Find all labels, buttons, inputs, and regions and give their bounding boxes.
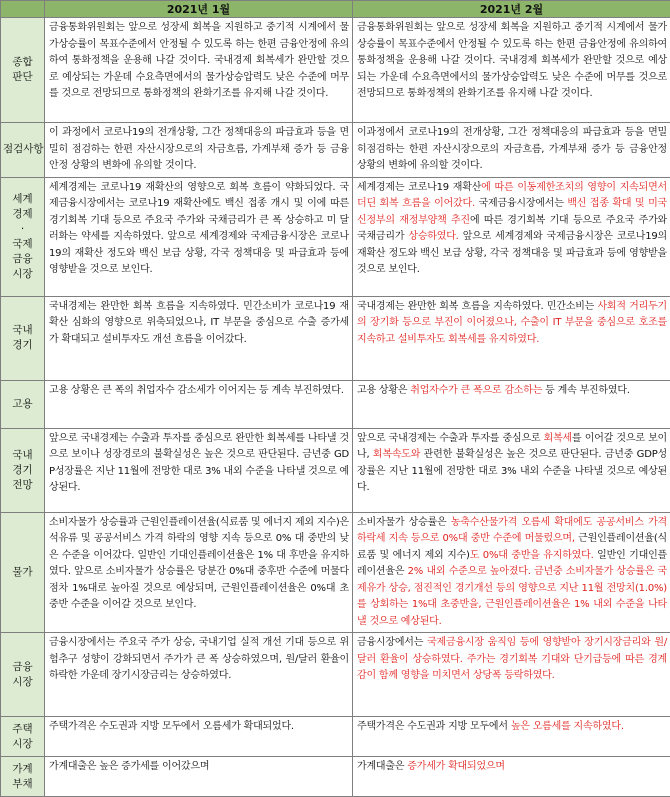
jan-text-cell: 고용 상황은 큰 폭의 취업자수 감소세가 이어지는 등 계속 부진하였다. bbox=[45, 380, 353, 428]
feb-text-cell bbox=[353, 123, 670, 178]
table-row bbox=[1, 633, 670, 717]
jan-text-cell: 국내경제는 완만한 회복 흐름을 지속하였다. 민간소비가 코로나19 재확산 심화의 영향으로 위축되었으나, IT 부문을 중심으로 수출 증가세가 확대되고 설비투자도 개선 흐름을 이어갔다. bbox=[45, 296, 353, 380]
jan-text-cell: 금융시장에서는 주요국 주가 상승, 국내기업 실적 개선 기대 등으로 위험추구 성향이 강화되면서 주가가 큰 폭 상승하였으며, 원/달러 환율이 하락한 가운데 장기시장금리는 상승하였다. bbox=[45, 633, 353, 717]
feb-text-cell bbox=[353, 380, 670, 428]
table-row bbox=[1, 296, 670, 380]
row-category-label: 세계 경제 · 국제 금융 시장 bbox=[1, 177, 45, 296]
text-segment: 국내경제는 완만한 회복 흐름을 지속하였다. 민간소비는 bbox=[357, 301, 597, 312]
jan-text-cell: 주택가격은 수도권과 지방 모두에서 오름세가 확대되었다. bbox=[45, 717, 353, 757]
jan-text-cell: 소비자물가 상승률과 근원인플레이션율(식료품 및 에너지 제외 지수)은 석유류 및 공공서비스 가격 하락의 영향 지속 등으로 0% 대 중반의 낮은 수준을 이어갔다. 일반인 기대인플레이션율은 1% 대 후반을 유지하였다. 앞으로 소비자물가 상승률은 당분간 0%대 중후반 수준에 머물다 점차 1%대로 높아질 것으로 예상되며, 근원인플레이션율은 0%대 초중반 수준을 이어갈 것으로 보인다. bbox=[45, 512, 353, 633]
feb-text-cell bbox=[353, 177, 670, 296]
table-row bbox=[1, 18, 670, 123]
table-row bbox=[1, 123, 670, 178]
row-category-label: 국내 경기 bbox=[1, 296, 45, 380]
changed-text-segment: 2% 내외 수준으로 높아졌다. 금년중 소비자물가 상승률은 국제유가 상승, 점진적인 경기개선 등의 영향으로 지난 11월 전망치(1.0%)를 상회하는 1%대 초중반을, 근원인플레이션율은 1% 내외 수준을 나타낼 것으로 예상된다. bbox=[357, 566, 667, 627]
row-category-label: 물가 bbox=[1, 512, 45, 633]
changed-text-segment: 에 따른 이동제한조치의 영향이 지속되면서 더딘 회복 흐름을 이어갔다. bbox=[357, 182, 667, 210]
changed-text-segment: 회복속도와 bbox=[373, 449, 420, 460]
changed-text-segment: 사회적 거리두기의 장기화 등으로 부진이 이어졌으나, 수출이 IT 부문을 중심으로 호조를 지속하고 설비투자도 회복세를 유지하였다. bbox=[357, 301, 667, 345]
table-row bbox=[1, 177, 670, 296]
text-segment: 앞으로 국내경제는 수출과 투자를 중심으로 bbox=[357, 433, 544, 444]
header-category-cell bbox=[1, 1, 45, 18]
changed-text-segment: 상승하였다. bbox=[408, 231, 458, 242]
row-category-label: 주택 시장 bbox=[1, 717, 45, 757]
changed-text-segment: 증가세가 확대되었으며 bbox=[407, 761, 505, 772]
table-row bbox=[1, 380, 670, 428]
feb-text-cell bbox=[353, 717, 670, 757]
changed-text-segment: 도 0%대 중반을 유지하였다. bbox=[470, 550, 594, 561]
row-category-label: 점검사항 bbox=[1, 123, 45, 178]
text-segment: 금융시장에서는 bbox=[357, 637, 427, 648]
jan-text-cell: 가계대출은 높은 증가세를 이어갔으며 bbox=[45, 757, 353, 797]
text-segment: 가계대출은 bbox=[357, 761, 407, 772]
text-segment: 일반인 기대인플레이션율은 bbox=[357, 550, 667, 578]
text-segment: 등 계속 부진하였다. bbox=[542, 385, 630, 396]
changed-text-segment: 높은 오름세를 지속하였다. bbox=[511, 721, 624, 732]
changed-text-segment: 회복세 bbox=[544, 433, 572, 444]
table-row bbox=[1, 428, 670, 512]
changed-text-segment: 주가는 경기회복 기대와 단기급등에 따른 경계감이 함께 영향을 미치면서 상당폭 등락하였다. bbox=[357, 654, 667, 682]
text-segment: 근원인플레이션율(식료품 및 에너지 제외 지수) bbox=[357, 533, 667, 561]
text-segment: 금융통화위원회는 앞으로 성장세 회복을 지원하고 중기적 시계에서 물가상승률이 목표수준에서 안정될 수 있도록 하는 한편 금융안정에 유의하여 통화정책을 운용해 나갈 것이다. 국내경제 회복세가 완만할 것으로 예상되는 가운데 수요측면에서의 물가상승압력도 낮은 수준에 머무를 것으로 전망되므로 통화정책의 완화기조를 유지해 나갈 것이다. bbox=[357, 22, 667, 99]
table-row bbox=[1, 717, 670, 757]
text-segment: 이과정에서 코로나19의 전개상황, 그간 정책대응의 파급효과 등을 면밀히점검하는 한편 자산시장으로의 자금흐름, 가계부채 증가 등 금융안정 상황의 변화에 유의할 것이다. bbox=[357, 127, 667, 171]
text-segment: 를 이어갈 것으로 보이나, bbox=[357, 433, 667, 461]
text-segment: 고용 상황은 bbox=[357, 385, 410, 396]
header-feb: 2021년 2월 bbox=[353, 1, 670, 18]
text-segment: 주택가격은 수도권과 지방 모두에서 bbox=[357, 721, 511, 732]
feb-text-cell bbox=[353, 757, 670, 797]
feb-text-cell bbox=[353, 512, 670, 633]
jan-text-cell: 금융통화위원회는 앞으로 성장세 회복을 지원하고 중기적 시계에서 물가상승률이 목표수준에서 안정될 수 있도록 하는 한편 금융안정에 유의하여 통화정책을 운용해 나갈 것이다. 국내경제 회복세가 완만할 것으로 예상되는 가운데 수요측면에서의 물가상승압력도 낮은 수준에 머무를 것으로 전망되므로 통화정책의 완화기조를 유지해 나갈 것이다. bbox=[45, 18, 353, 123]
changed-text-segment: 농축수산물가격 오름세 확대에도 공공서비스 가격 하락세 지속 등으로 0%대 중반 수준에 머물렀으며, bbox=[357, 517, 667, 545]
row-category-label: 금융 시장 bbox=[1, 633, 45, 717]
row-category-label: 고용 bbox=[1, 380, 45, 428]
feb-text-cell bbox=[353, 633, 670, 717]
feb-text-cell bbox=[353, 428, 670, 512]
text-segment: 에 따른 경기회복 기대 등으로 주요국 주가와 국채금리가 bbox=[357, 215, 667, 243]
header-jan: 2021년 1월 bbox=[45, 1, 353, 18]
text-segment: 국제금융시장에서는 bbox=[475, 198, 567, 209]
changed-text-segment: 취업자수가 큰 폭으로 감소하는 bbox=[410, 385, 542, 396]
table-row bbox=[1, 757, 670, 797]
text-segment: 소비자물가 상승률은 bbox=[357, 517, 451, 528]
feb-text-cell bbox=[353, 18, 670, 123]
feb-text-cell bbox=[353, 296, 670, 380]
text-segment: 앞으로 세계경제와 국제금융시장은 코로나19의 재확산 정도와 백신 보급 상황, 각국 정책대응 및 파급효과 등에 영향받을 것으로 보인다. bbox=[357, 231, 667, 275]
changed-text-segment: 국제금융시장 움직임 등에 영향받아 장기시장금리와 원/달러 환율이 상승하였다. bbox=[357, 637, 667, 665]
text-segment: 세계경제는 코로나19 재확산 bbox=[357, 182, 481, 193]
row-category-label: 종합 판단 bbox=[1, 18, 45, 123]
jan-text-cell: 이 과정에서 코로나19의 전개상황, 그간 정책대응의 파급효과 등을 면밀히 점검하는 한편 자산시장으로의 자금흐름, 가계부채 증가 등 금융안정 상황의 변화에 유의할 것이다. bbox=[45, 123, 353, 178]
jan-text-cell: 세계경제는 코로나19 재확산의 영향으로 회복 흐름이 약화되었다. 국제금융시장에서는 코로나19 재확산에도 백신 접종 개시 및 이에 따른 경기회복 기대 등으로 주요국 주가와 국채금리가 큰 폭 상승하고 미 달러화는 약세를 지속하였다. 앞으로 세계경제와 국제금융시장은 코로나19의 재확산 정도와 백신 보급 상황, 각국 정책대응 및 파급효과 등에 영향받을 것으로 보인다. bbox=[45, 177, 353, 296]
table-row bbox=[1, 512, 670, 633]
changed-text-segment: 백신 접종 확대 및 미국 신정부의 재정부양책 추진 bbox=[357, 198, 667, 226]
row-category-label: 국내 경기 전망 bbox=[1, 428, 45, 512]
header-row bbox=[1, 1, 670, 18]
text-segment: 관련한 불확실성은 높은 것으로 판단된다. 금년중 GDP성장률은 지난 11월에 전망한 대로 3% 내외 수준을 나타낼 것으로 예상된다. bbox=[357, 449, 667, 493]
row-category-label: 가계 부채 bbox=[1, 757, 45, 797]
jan-text-cell: 앞으로 국내경제는 수출과 투자를 중심으로 완만한 회복세를 나타낼 것으로 보이나 성장경로의 불확실성은 높은 것으로 판단된다. 금년중 GDP성장률은 지난 11월에 전망한 대로 3% 내외 수준을 나타낼 것으로 예상된다. bbox=[45, 428, 353, 512]
